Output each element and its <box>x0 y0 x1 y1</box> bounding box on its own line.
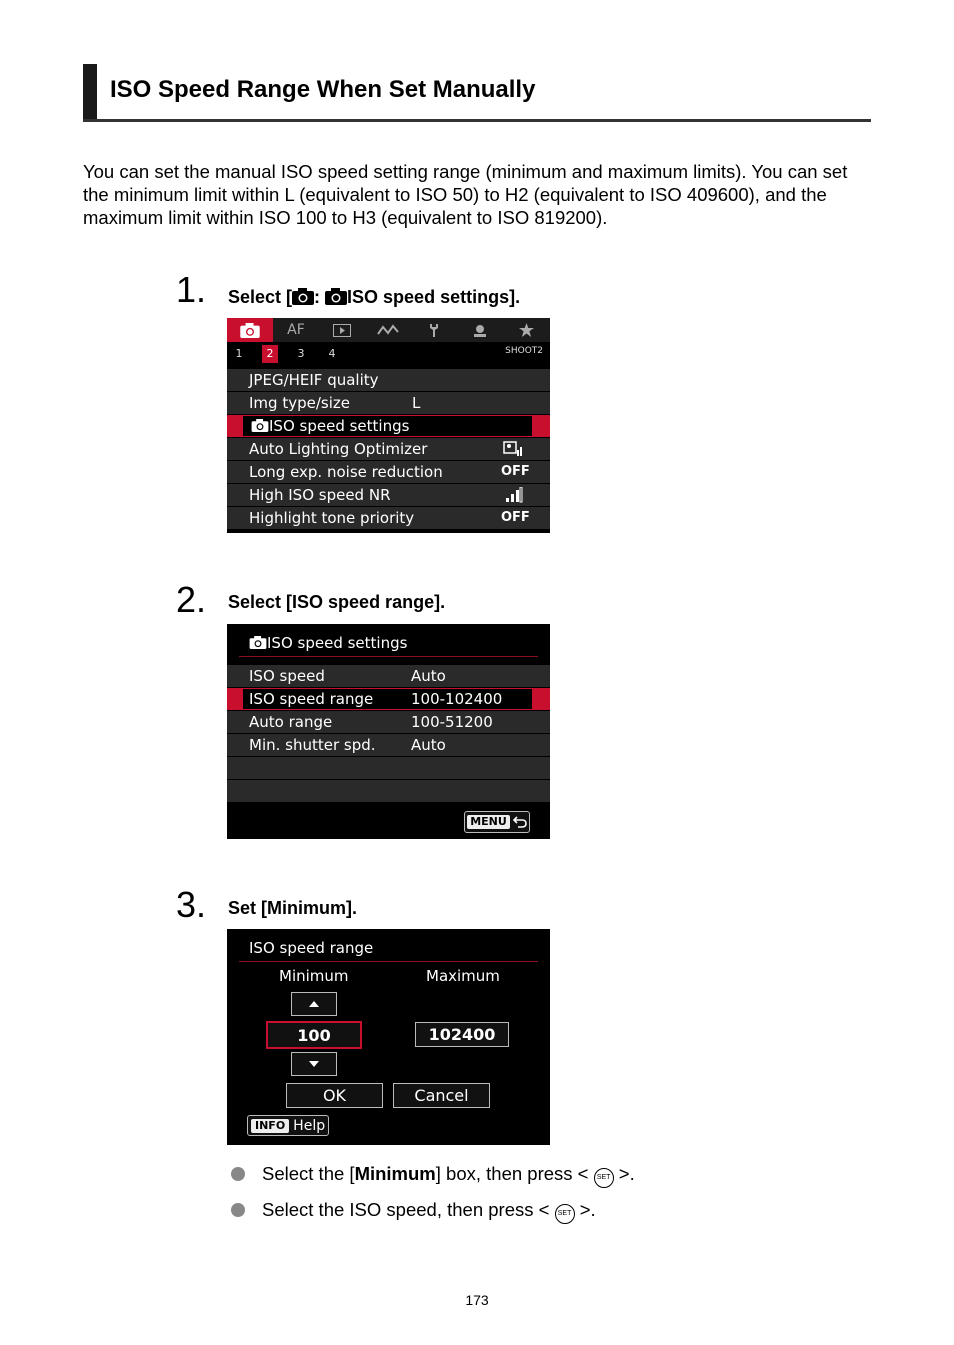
subtab-2[interactable]: 2 <box>262 345 278 363</box>
menu-row-jpeg-quality[interactable] <box>227 369 550 391</box>
heading-bar <box>83 64 97 121</box>
menu-row-empty <box>227 780 550 802</box>
bullet-1-text <box>262 1163 635 1188</box>
up-arrow-icon <box>309 1001 319 1007</box>
decrease-button[interactable] <box>291 1052 337 1076</box>
shoot-menu-screen <box>227 318 550 533</box>
bullet-text-part: Select the [ <box>262 1163 355 1184</box>
page-label: SHOOT2 <box>505 346 543 356</box>
menu-row-value: 100-51200 <box>411 713 493 731</box>
menu-row-highlight-tone[interactable] <box>227 507 550 529</box>
minimum-field[interactable]: 100 <box>266 1021 362 1049</box>
menu-row-label: JPEG/HEIF quality <box>249 371 379 389</box>
camera-icon <box>292 288 314 310</box>
subtab-3[interactable]: 3 <box>297 347 305 360</box>
increase-button[interactable] <box>291 992 337 1016</box>
camera-icon <box>251 419 269 432</box>
menu-row-value: Auto <box>411 736 446 754</box>
screen-title: ISO speed range <box>249 939 374 957</box>
title-divider <box>239 656 538 657</box>
menu-row-label: ISO speed settings <box>269 417 410 435</box>
menu-row-label: Min. shutter spd. <box>249 736 376 754</box>
bullet-text-part: Select the ISO speed, then press < <box>262 1199 555 1220</box>
menu-row-value: OFF <box>501 464 530 479</box>
maximum-field[interactable]: 102400 <box>415 1022 509 1047</box>
bullet-dot <box>231 1167 245 1181</box>
menu-row-label: Long exp. noise reduction <box>249 463 443 481</box>
wrench-icon <box>428 323 440 338</box>
step-3-number: 3. <box>176 884 207 925</box>
menu-row-value: L <box>412 394 421 412</box>
custom-icon <box>472 323 488 338</box>
tab-af[interactable]: AF <box>287 322 305 338</box>
title-divider <box>239 961 538 962</box>
iso-settings-screen <box>227 624 550 839</box>
wireless-icon <box>377 324 399 336</box>
cancel-button[interactable]: Cancel <box>393 1083 490 1108</box>
step-2-number: 2. <box>176 579 207 620</box>
menu-row-min-shutter[interactable] <box>227 734 550 756</box>
step-3-text: Set [Minimum]. <box>228 898 357 918</box>
bullet-text-part: >. <box>574 1199 596 1220</box>
heading-rule <box>83 119 871 122</box>
subtab-4[interactable]: 4 <box>328 347 336 360</box>
menu-row-value: Auto <box>411 667 446 685</box>
tab-playback[interactable] <box>319 318 365 342</box>
menu-back-button[interactable] <box>464 811 530 833</box>
menu-row-alo[interactable] <box>227 438 550 460</box>
tab-setup[interactable] <box>411 318 457 342</box>
step-1-number: 1. <box>176 269 207 310</box>
menu-row-label: ISO speed <box>249 667 325 685</box>
menu-row-iso-speed-settings[interactable] <box>227 415 550 437</box>
return-icon <box>513 816 527 828</box>
page-title: ISO Speed Range When Set Manually <box>110 76 536 103</box>
info-help-button[interactable] <box>247 1115 329 1136</box>
page-number: 173 <box>465 1292 489 1308</box>
menu-row-iso-speed-range[interactable] <box>227 688 550 710</box>
tab-shooting[interactable] <box>227 318 273 342</box>
step-1-text <box>228 287 520 310</box>
step-1-text-b: : <box>314 287 326 307</box>
menu-row-label: ISO speed range <box>249 690 374 708</box>
menu-row-label-group <box>251 415 409 437</box>
ok-button[interactable]: OK <box>286 1083 383 1108</box>
menu-row-label: Highlight tone priority <box>249 509 415 527</box>
set-button-icon: SET <box>594 1168 614 1188</box>
bullet-bold-part: Minimum <box>354 1163 436 1184</box>
menu-row-img-type[interactable] <box>227 392 550 414</box>
info-label: INFO <box>251 1119 289 1133</box>
bullet-2-text <box>262 1199 596 1224</box>
help-label: Help <box>293 1117 326 1134</box>
menu-subtabs <box>227 342 550 366</box>
tab-wireless[interactable] <box>365 318 411 342</box>
bullet-text-part: ] box, then press < <box>435 1163 594 1184</box>
menu-row-label: Auto Lighting Optimizer <box>249 440 428 458</box>
tab-custom[interactable] <box>457 318 503 342</box>
playback-icon <box>333 324 351 337</box>
menu-label: MENU <box>467 815 510 829</box>
menu-row-empty <box>227 757 550 779</box>
camera-icon <box>325 288 347 310</box>
menu-row-label: Auto range <box>249 713 333 731</box>
menu-tabs <box>227 318 550 342</box>
screen-title: ISO speed settings <box>267 634 408 652</box>
maximum-label: Maximum <box>426 967 500 985</box>
intro-paragraph: You can set the manual ISO speed setting range (minimum and maximum limits). You can set the minimum limit within L (equivalent to ISO 50) to H2 (equivalent to ISO 409600), and the maximum limit within ISO 100 to H3 (equivalent to ISO 819200). <box>83 161 848 228</box>
menu-row-label: Img type/size <box>249 394 350 412</box>
camera-icon <box>249 636 267 649</box>
menu-row-high-iso-nr[interactable] <box>227 484 550 506</box>
step-1-text-c: ISO speed settings]. <box>347 287 521 307</box>
menu-row-value: 100-102400 <box>411 690 503 708</box>
down-arrow-icon <box>309 1061 319 1067</box>
star-icon <box>519 323 534 337</box>
subtab-1[interactable]: 1 <box>235 347 243 360</box>
menu-row-auto-range[interactable] <box>227 711 550 733</box>
camera-icon <box>240 323 260 338</box>
menu-row-label: High ISO speed NR <box>249 486 391 504</box>
iso-range-screen <box>227 929 550 1145</box>
step-1-text-a: Select [ <box>228 287 293 307</box>
set-button-icon: SET <box>555 1204 575 1224</box>
nr-icon <box>505 487 523 509</box>
bullet-text-part: >. <box>613 1163 635 1184</box>
bullet-dot <box>231 1203 245 1217</box>
minimum-label: Minimum <box>279 967 349 985</box>
tab-mymenu[interactable] <box>503 318 550 342</box>
screen-title-group <box>249 634 407 652</box>
menu-row-long-exp-nr[interactable] <box>227 461 550 483</box>
step-2-text: Select [ISO speed range]. <box>228 592 446 612</box>
menu-row-value: OFF <box>501 510 530 525</box>
menu-row-iso-speed[interactable] <box>227 665 550 687</box>
alo-icon <box>503 441 523 463</box>
